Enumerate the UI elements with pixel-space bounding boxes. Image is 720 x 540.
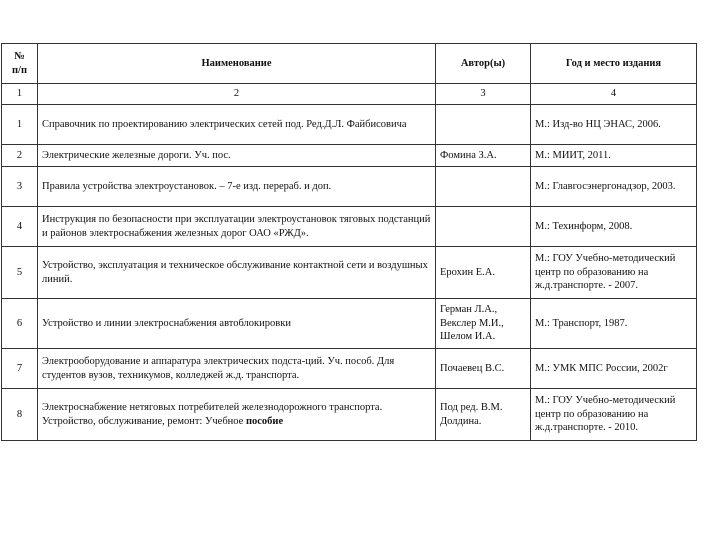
header-authors: Автор(ы)	[436, 44, 531, 84]
row-year-place: М.: Техинформ, 2008.	[531, 207, 697, 247]
header-year-place: Год и место издания	[531, 44, 697, 84]
row-year-place: М.: Транспорт, 1987.	[531, 299, 697, 349]
row-title: Справочник по проектированию электрических сетей под. Ред.Д.Л. Файбисовича	[38, 105, 436, 145]
row-authors: Почаевец В.С.	[436, 349, 531, 389]
col-number: 3	[436, 84, 531, 105]
column-number-row	[2, 84, 697, 105]
header-num: № п/п	[2, 44, 38, 84]
row-year-place: М.: УМК МПС России, 2002г	[531, 349, 697, 389]
row-num: 1	[2, 105, 38, 145]
row-title: Электрооборудование и аппаратура электрических подста-ций. Уч. пособ. Для студентов вузов, техникумов, колледжей ж.д. транспорта.	[38, 349, 436, 389]
table-row	[2, 105, 697, 145]
row-title: Правила устройства электроустановок. – 7-е изд. перераб. и доп.	[38, 167, 436, 207]
row-num: 4	[2, 207, 38, 247]
row-title: Устройство, эксплуатация и техническое обслуживание контактной сети и воздушных линий.	[38, 247, 436, 299]
row-authors	[436, 207, 531, 247]
table-row	[2, 349, 697, 389]
table-row	[2, 299, 697, 349]
header-name: Наименование	[38, 44, 436, 84]
row-title: Электрические железные дороги. Уч. пос.	[38, 145, 436, 167]
col-number: 1	[2, 84, 38, 105]
row-authors	[436, 105, 531, 145]
row-num: 5	[2, 247, 38, 299]
col-number: 4	[531, 84, 697, 105]
row-authors: Фомина З.А.	[436, 145, 531, 167]
row-title: Инструкция по безопасности при эксплуатации электроустановок тяговых подстанций и районов электроснабжения железных дорог ОАО «РЖД».	[38, 207, 436, 247]
table-row	[2, 389, 697, 441]
row-num: 7	[2, 349, 38, 389]
row-authors: Ерохин Е.А.	[436, 247, 531, 299]
row-title-bold: пособие	[245, 415, 284, 427]
row-title: Устройство и линии электроснабжения автоблокировки	[38, 299, 436, 349]
row-title	[38, 389, 436, 441]
header-row	[2, 44, 697, 84]
col-number: 2	[38, 84, 436, 105]
row-num: 6	[2, 299, 38, 349]
row-year-place: М.: ГОУ Учебно-методический центр по образованию на ж.д.транспорте. - 2010.	[531, 389, 697, 441]
row-authors	[436, 167, 531, 207]
table-row	[2, 207, 697, 247]
references-table	[1, 43, 697, 441]
row-num: 8	[2, 389, 38, 441]
row-num: 3	[2, 167, 38, 207]
row-year-place: М.: Главгосэнергонадзор, 2003.	[531, 167, 697, 207]
table-row	[2, 167, 697, 207]
table-row	[2, 247, 697, 299]
row-title-text: Электроснабжение нетяговых потребителей железнодорожного транспорта. Устройство, обслуживание, ремонт: Учебное	[42, 401, 383, 427]
row-authors: Под ред. В.М. Долдина.	[436, 389, 531, 441]
row-year-place: М.: Изд-во НЦ ЭНАС, 2006.	[531, 105, 697, 145]
row-authors: Герман Л.А., Векслер М.И., Шелом И.А.	[436, 299, 531, 349]
row-year-place: М.: ГОУ Учебно-методический центр по образованию на ж.д.транспорте. - 2007.	[531, 247, 697, 299]
row-num: 2	[2, 145, 38, 167]
row-year-place: М.: МИИТ, 2011.	[531, 145, 697, 167]
table-row	[2, 145, 697, 167]
